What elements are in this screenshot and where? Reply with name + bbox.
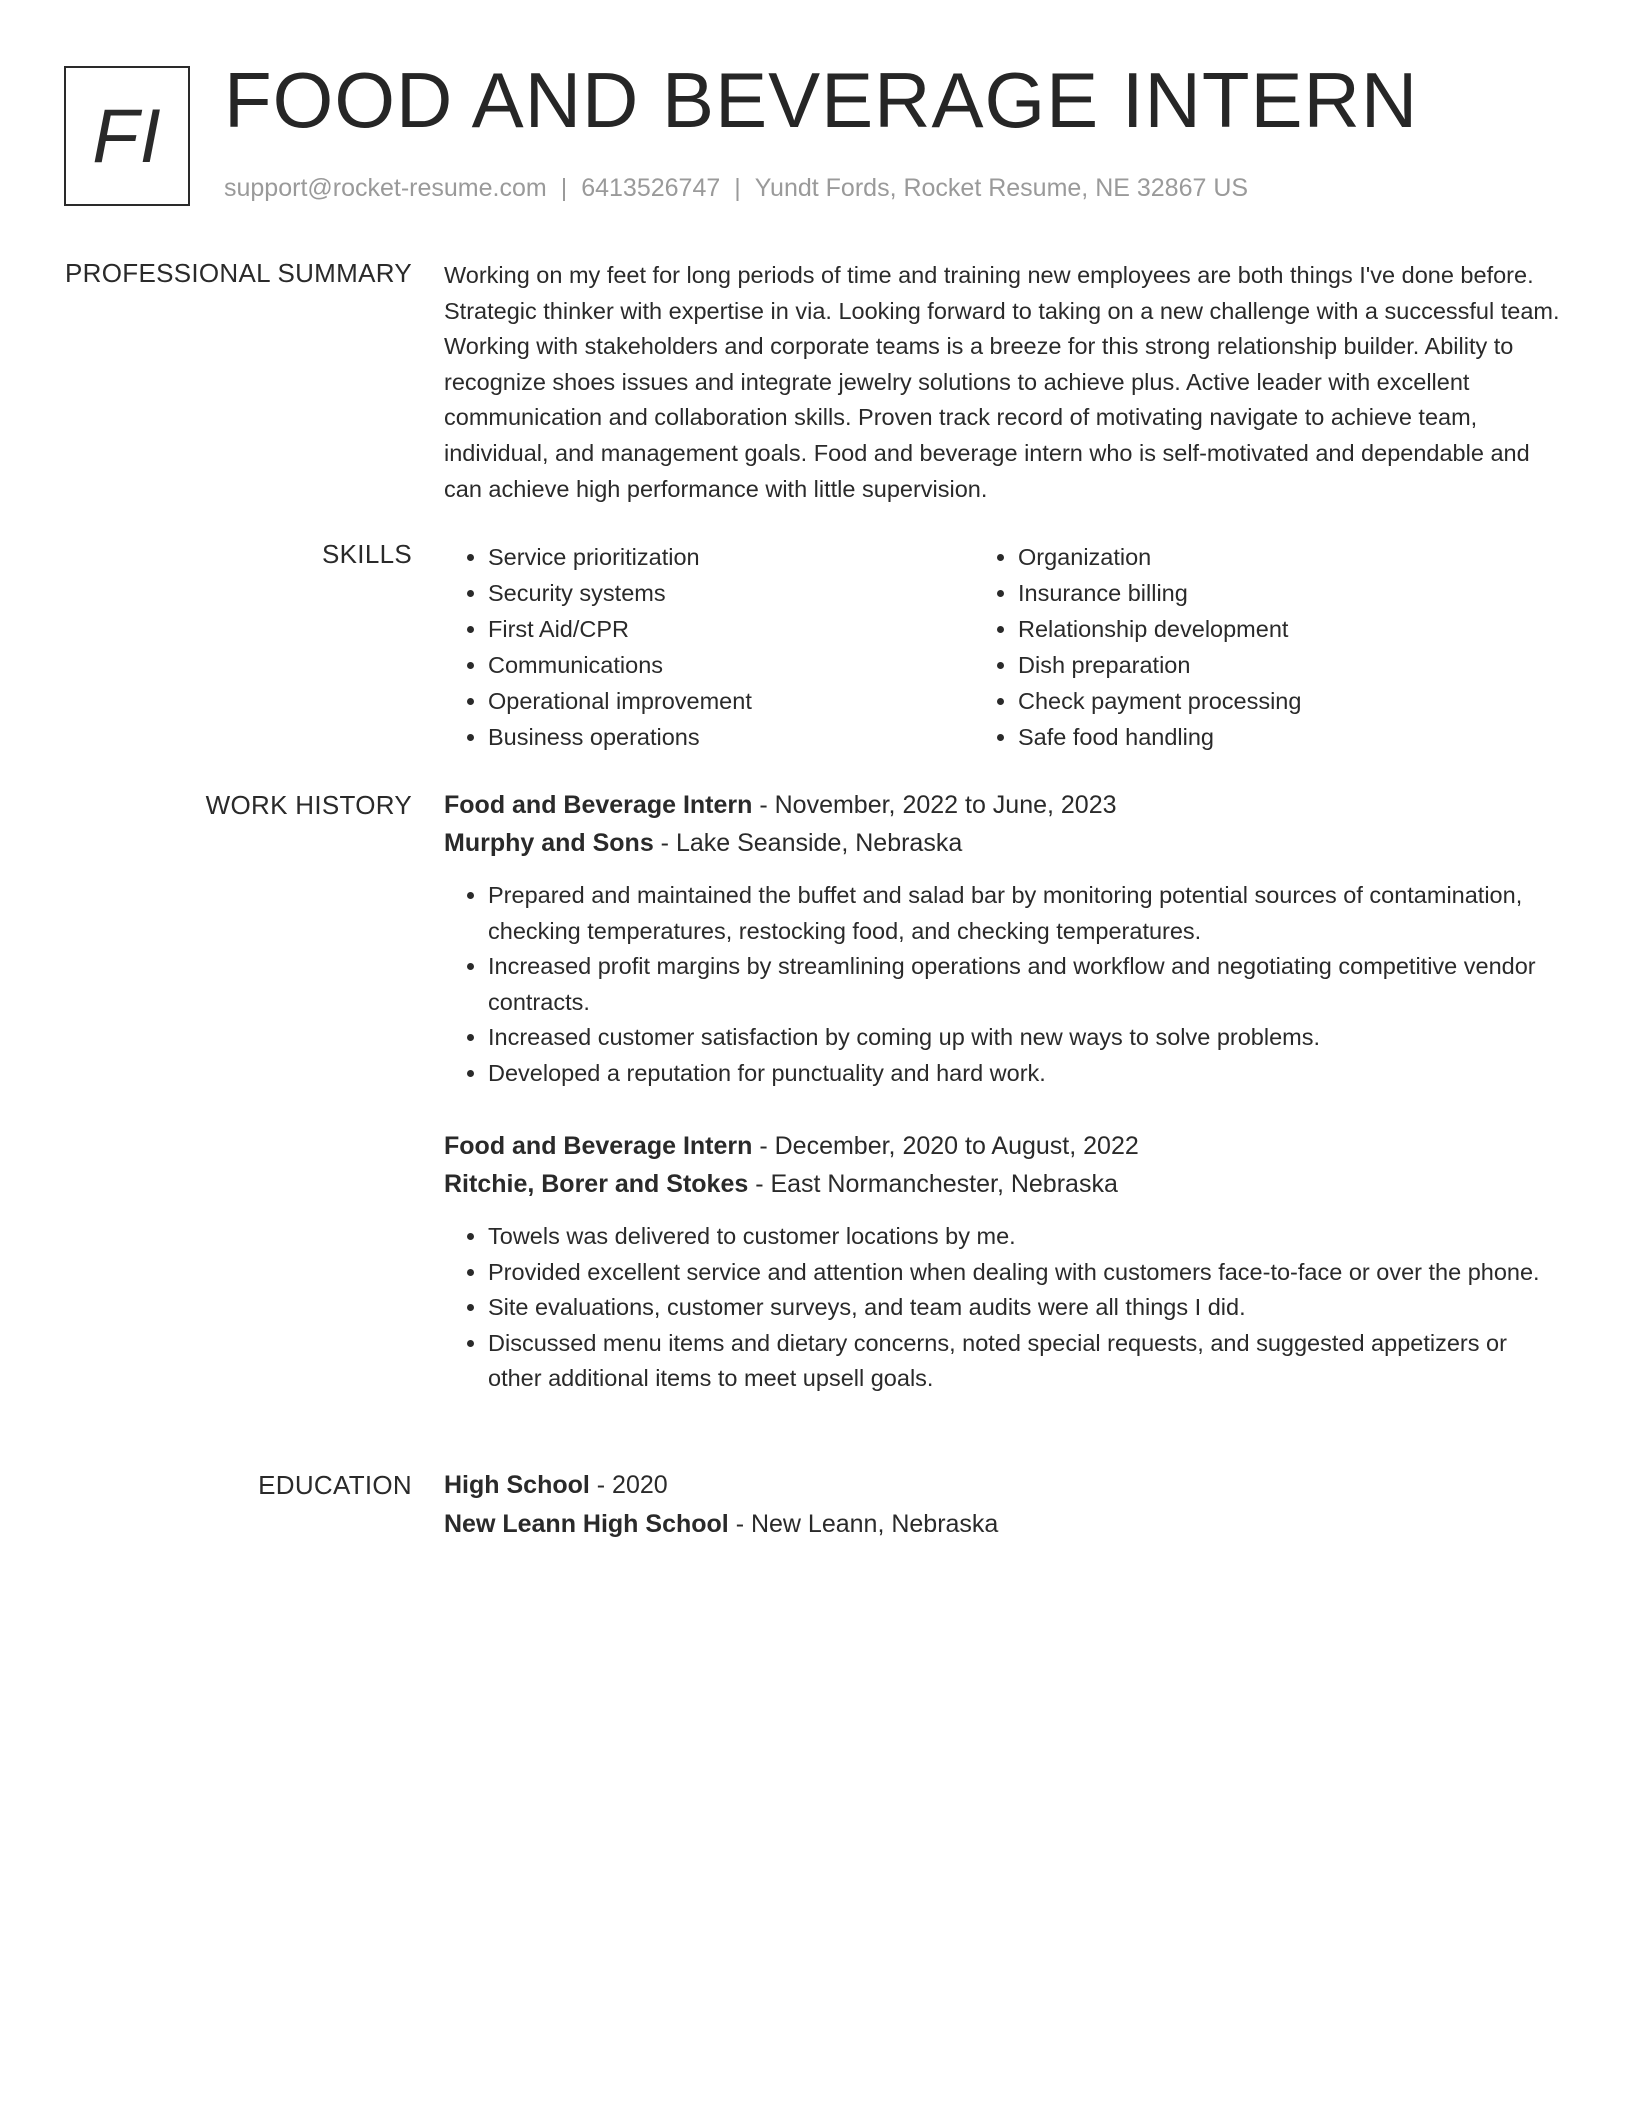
- summary-section: [444, 258, 1560, 507]
- resume-title: FOOD AND BEVERAGE INTERN: [224, 56, 1419, 144]
- job-bullets: [444, 1219, 1560, 1397]
- job-entry: [444, 786, 1560, 1092]
- work-history-heading: WORK HISTORY: [205, 790, 412, 820]
- skill-item: • Communications: [488, 647, 974, 683]
- job-dates: - November, 2022 to June, 2023: [752, 791, 1117, 819]
- skill-item: • Dish preparation: [1018, 647, 1504, 683]
- contact-address: Yundt Fords, Rocket Resume, NE 32867 US: [754, 174, 1249, 202]
- job-bullet: • Increased customer satisfaction by coming up with new ways to solve problems.: [488, 1020, 1560, 1056]
- contact-separator: |: [560, 174, 568, 202]
- skill-item: • First Aid/CPR: [488, 611, 974, 647]
- job-company-line: [444, 1165, 1560, 1203]
- skills-heading: SKILLS: [322, 539, 412, 569]
- education-school: New Leann High School: [444, 1510, 729, 1538]
- job-bullet: • Site evaluations, customer surveys, and team audits were all things I did.: [488, 1290, 1560, 1326]
- job-bullet: • Discussed menu items and dietary concerns, noted special requests, and suggested appetizers or other additional items to meet upsell goals.: [488, 1326, 1560, 1397]
- job-bullet: • Developed a reputation for punctuality and hard work.: [488, 1056, 1560, 1092]
- job-company: Murphy and Sons: [444, 829, 654, 857]
- summary-heading: PROFESSIONAL SUMMARY: [65, 258, 412, 288]
- job-company: Ritchie, Borer and Stokes: [444, 1170, 749, 1198]
- education-degree: High School: [444, 1471, 590, 1499]
- skills-list-left: [444, 539, 974, 755]
- job-title-line: [444, 1127, 1560, 1165]
- job-company-line: [444, 824, 1560, 862]
- job-bullets: [444, 878, 1560, 1092]
- education-location: - New Leann, Nebraska: [728, 1510, 999, 1538]
- education-school-line: [444, 1505, 1560, 1543]
- skill-item: • Service prioritization: [488, 539, 974, 575]
- skills-section: [444, 539, 1560, 755]
- education-degree-line: [444, 1466, 1560, 1504]
- skill-item: • Operational improvement: [488, 683, 974, 719]
- job-entry: [444, 1127, 1560, 1397]
- skills-list-right: [974, 539, 1504, 755]
- job-title-line: [444, 786, 1560, 824]
- education-entry: [444, 1466, 1560, 1543]
- skills-grid: [444, 539, 1504, 755]
- job-dates: - December, 2020 to August, 2022: [752, 1132, 1139, 1160]
- contact-separator: |: [734, 174, 741, 202]
- education-heading: EDUCATION: [258, 1470, 412, 1500]
- skill-item: • Business operations: [488, 719, 974, 755]
- education-year: - 2020: [589, 1471, 668, 1499]
- monogram-initials: FI: [92, 93, 162, 179]
- monogram-badge: [64, 66, 190, 206]
- skill-item: • Security systems: [488, 575, 974, 611]
- skill-item: • Check payment processing: [1018, 683, 1504, 719]
- job-title: Food and Beverage Intern: [444, 791, 753, 819]
- skill-item: • Insurance billing: [1018, 575, 1504, 611]
- summary-text: Working on my feet for long periods of time and training new employees are both things I've done before. Strategic thinker with expertise in via. Looking forward to taking on a new challenge with a successful team. Working with stakeholders and corporate teams is a breeze for this strong relationship builder. Ability to recognize shoes issues and integrate jewelry solutions to achieve plus. Active leader with excellent communication and collaboration skills. Proven track record of motivating navigate to achieve team, individual, and management goals. Food and beverage intern who is self-motivated and dependable and can achieve high performance with little supervision.: [444, 262, 1560, 502]
- job-bullet: • Towels was delivered to customer locations by me.: [488, 1219, 1560, 1255]
- job-location: - East Normanchester, Nebraska: [748, 1170, 1118, 1198]
- job-bullet: • Prepared and maintained the buffet and salad bar by monitoring potential sources of contamination, checking temperatures, restocking food, and checking temperatures.: [488, 878, 1560, 949]
- contact-email[interactable]: support@rocket-resume.com: [224, 174, 547, 202]
- contact-phone[interactable]: 6413526747: [581, 174, 721, 202]
- job-title: Food and Beverage Intern: [444, 1132, 753, 1160]
- job-location: - Lake Seanside, Nebraska: [653, 829, 963, 857]
- skill-item: • Organization: [1018, 539, 1504, 575]
- job-bullet: • Provided excellent service and attention when dealing with customers face-to-face or over the phone.: [488, 1255, 1560, 1291]
- skill-item: • Safe food handling: [1018, 719, 1504, 755]
- contact-line: [224, 174, 1248, 203]
- skill-item: • Relationship development: [1018, 611, 1504, 647]
- job-bullet: • Increased profit margins by streamlining operations and workflow and negotiating competitive vendor contracts.: [488, 949, 1560, 1020]
